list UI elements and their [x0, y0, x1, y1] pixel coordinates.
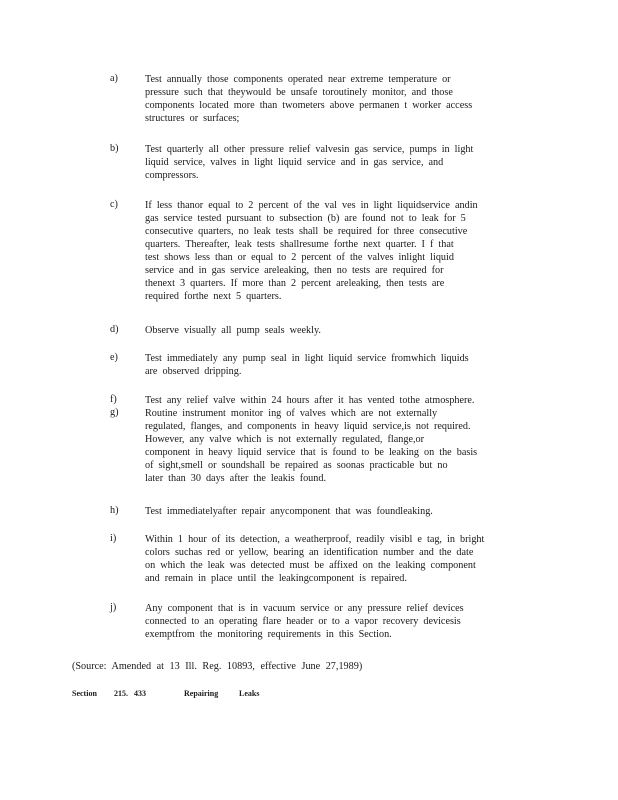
item-text [145, 143, 505, 182]
item-text [145, 602, 505, 641]
section-subnumber: 433 [134, 689, 146, 698]
text-line: Any component that is in vacuum service or any pressure relief devices [145, 603, 464, 614]
text-line: required forthe next 5 quarters. [145, 291, 282, 302]
section-title-word: Leaks [239, 689, 260, 698]
item-text [145, 407, 505, 485]
text-line: pressure such that theywould be unsafe toroutinely monitor, and those [145, 87, 453, 98]
item-label: b) [110, 143, 119, 154]
text-line: are observed dripping. [145, 366, 242, 377]
section-heading [72, 689, 259, 698]
text-line: connected to an operating flare header or to a vapor recovery devicesis [145, 616, 461, 627]
text-line: and remain in place until the leakingcomponent is repaired. [145, 573, 407, 584]
item-text [145, 352, 505, 378]
text-line: If less thanor equal to 2 percent of the val ves in light liquidservice andin [145, 200, 478, 211]
source-note: (Source: Amended at 13 Ill. Reg. 10893, effective June 27,1989) [72, 661, 363, 672]
text-line: However, any valve which is not externally regulated, flange,or [145, 434, 424, 445]
text-line: service and in gas service areleaking, then no tests are required for [145, 265, 444, 276]
text-line: Observe visually all pump seals weekly. [145, 325, 321, 336]
text-line: Test immediatelyafter repair anycomponent that was foundleaking. [145, 506, 433, 517]
item-text [145, 73, 505, 125]
item-label: a) [110, 73, 118, 84]
item-text [145, 324, 505, 337]
section-label: Section [72, 689, 97, 698]
text-line: Within 1 hour of its detection, a weatherproof, readily visibl e tag, in bright [145, 534, 485, 545]
text-line: Test quarterly all other pressure relief valvesin gas service, pumps in light [145, 144, 474, 155]
text-line: later than 30 days after the leakis found. [145, 473, 327, 484]
text-line: compressors. [145, 170, 199, 181]
item-label: j) [110, 602, 117, 613]
section-title-word: Repairing [184, 689, 219, 698]
text-line: exemptfrom the monitoring requirements in this Section. [145, 629, 392, 640]
text-line: regulated, flanges, and components in heavy liquid service,is not required. [145, 421, 471, 432]
text-line: structures or surfaces; [145, 113, 240, 124]
item-label: h) [110, 505, 119, 516]
text-line: component in heavy liquid service that is found to be leaking on the basis [145, 447, 478, 458]
text-line: Routine instrument monitor ing of valves which are not externally [145, 408, 438, 419]
text-line: consecutive quarters, no leak tests shall be required for three consecutive [145, 226, 468, 237]
item-label: e) [110, 352, 118, 363]
item-text [145, 394, 505, 407]
text-line: Test annually those components operated near extreme temperature or [145, 74, 451, 85]
text-line: Test immediately any pump seal in light liquid service fromwhich liquids [145, 353, 469, 364]
item-text [145, 199, 505, 303]
text-line: of sight,smell or soundshall be repaired as soonas practicable but no [145, 460, 448, 471]
item-text [145, 505, 505, 518]
text-line: test shows less than or equal to 2 percent of the valves inlight liquid [145, 252, 454, 263]
item-label: g) [110, 407, 119, 418]
item-label: d) [110, 324, 119, 335]
text-line: quarters. Thereafter, leak tests shallresume forthe next quarter. I f that [145, 239, 454, 250]
text-line: on which the leak was detected must be affixed on the leaking component [145, 560, 476, 571]
item-text [145, 533, 505, 585]
text-line: thenext 3 quarters. If more than 2 percent areleaking, then tests are [145, 278, 445, 289]
item-label: i) [110, 533, 117, 544]
text-line: colors suchas red or yellow, bearing an identification number and the date [145, 547, 474, 558]
text-line: Test any relief valve within 24 hours after it has vented tothe atmosphere. [145, 395, 475, 406]
section-number: 215. [114, 689, 128, 698]
item-label: c) [110, 199, 118, 210]
item-label: f) [110, 394, 117, 405]
text-line: gas service tested pursuant to subsection (b) are found not to leak for 5 [145, 213, 466, 224]
text-line: components located more than twometers above permanen t worker access [145, 100, 473, 111]
text-line: liquid service, valves in light liquid service and in gas service, and [145, 157, 444, 168]
